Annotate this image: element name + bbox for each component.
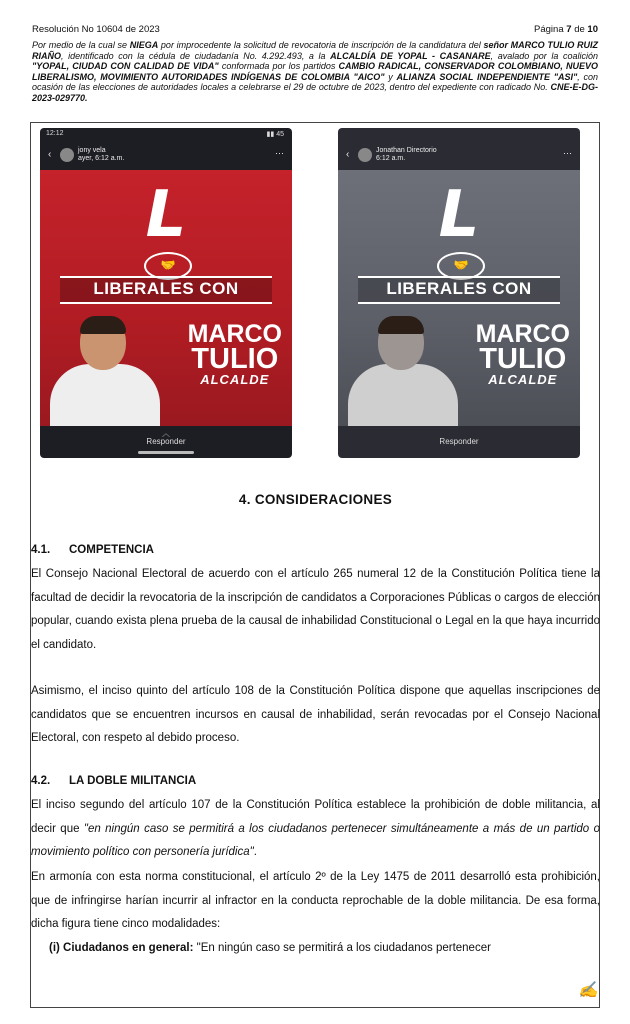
campaign-poster (338, 170, 580, 426)
list-item-ciudadanos: (i) Ciudadanos en general: "En ningún caso se permitirá a los ciudadanos pertenecer (49, 942, 491, 954)
avatar (358, 148, 372, 162)
more-icon: ⋯ (563, 148, 572, 158)
candidate-photo (348, 316, 458, 426)
liberal-logo: L (145, 178, 187, 252)
signal-icon: ▮▮ 45 (266, 131, 284, 138)
back-arrow-icon: ‹ (48, 149, 52, 160)
chevron-up-icon: ︿ (162, 429, 170, 438)
status-bar: 12:12 ▮▮ 45 (46, 130, 284, 138)
story-user: ‹ jony vela ayer, 6:12 a.m. ⋯ (48, 147, 284, 162)
paragraph-ley-1475: En armonía con esta norma constitucional, el artículo 2º de la Ley 1475 de 2011 desarrolló esta prohibición, que de infringirse harían incurrir al infractor en la conducta reprochable de la doble militancia. De esa forma, dicha figura tiene cinco modalidades: (31, 871, 600, 930)
document-body (31, 490, 600, 954)
resolution-description: Por medio de la cual se NIEGA por improcedente la solicitud de revocatoria de inscripción de la candidatura del señor MARCO TULIO RUIZ RIAÑO, identificado con la cédula de ciudadanía No. 4.292.493, a la ALCALDÍA DE YOPAL - CASANARE, avalado por la coalición "YOPAL, CIUDAD CON CALIDAD DE VIDA" conformada por los partidos CAMBIO RADICAL, CONSERVADOR COLOMBIANO, NUEVO LIBERALISMO, MOVIMIENTO AUTORIDADES INDÍGENAS DE COLOMBIA "AICO" y ALIANZA SOCIAL INDEPENDIENTE "ASI", con ocasión de las elecciones de autoridades locales a celebrarse el 29 de octubre de 2023, dentro del expediente con radicado No. CNE-E-DG-2023-029770. (32, 40, 599, 103)
paragraph-inciso-quinto: Asimismo, el inciso quinto del artículo 108 de la Constitución Política dispone que aquellas inscripciones de candidatos que se encuentren incursos en causal de inhabilidad, serán revocadas por el Consejo Nacional Electoral, con respeto al debido proceso. (31, 685, 600, 744)
candidate-name: MARCO TULIO ALCALDE (475, 320, 570, 387)
paragraph-competencia: El Consejo Nacional Electoral de acuerdo con el artículo 265 numeral 12 de la Constitución Política tiene la facultad de decidir la revocatoria de la inscripción de candidatos a Corporaciones Públicas o cargos de elección popular, cuando exista plena prueba de la causal de inhabilidad Constitucional o Legal en la que haya incurrido el candidato. (31, 568, 600, 651)
campaign-poster (40, 170, 292, 426)
candidate-photo (50, 316, 160, 426)
back-arrow-icon: ‹ (346, 149, 350, 160)
page-number: Página 7 de 10 (534, 24, 598, 35)
reply-prompt: ︿ Responder (40, 430, 292, 446)
section-title: 4. CONSIDERACIONES (238, 492, 393, 507)
reply-prompt: Responder (439, 437, 479, 446)
resolution-number: Resolución No 10604 de 2023 (32, 24, 160, 35)
subsection-heading-competencia: 4.1. COMPETENCIA (31, 544, 154, 556)
handshake-icon: 🤝 (144, 252, 192, 280)
story-user: ‹ Jonathan Directorio 6:12 a.m. ⋯ (346, 147, 572, 162)
page-header (32, 24, 598, 35)
home-indicator (138, 451, 194, 454)
subsection-heading-doble-militancia: 4.2. LA DOBLE MILITANCIA (31, 775, 197, 787)
poster-ribbon: LIBERALES CON (358, 276, 560, 304)
candidate-name: MARCO TULIO ALCALDE (187, 320, 282, 387)
poster-ribbon: LIBERALES CON (60, 276, 272, 304)
signature-mark: ✍ (578, 982, 598, 999)
avatar (60, 148, 74, 162)
story-screenshot-1 (40, 128, 292, 458)
more-icon: ⋯ (275, 148, 284, 158)
liberal-logo: L (438, 178, 480, 252)
handshake-icon: 🤝 (437, 252, 485, 280)
paragraph-articulo-107: El inciso segundo del artículo 107 de la Constitución Política establece la prohibición de doble militancia, al decir que "en ningún caso se permitirá a los ciudadanos pertenecer simultáneamente a más de un partido o movimiento político con personería jurídica". (31, 799, 600, 858)
story-screenshot-2 (338, 128, 580, 458)
